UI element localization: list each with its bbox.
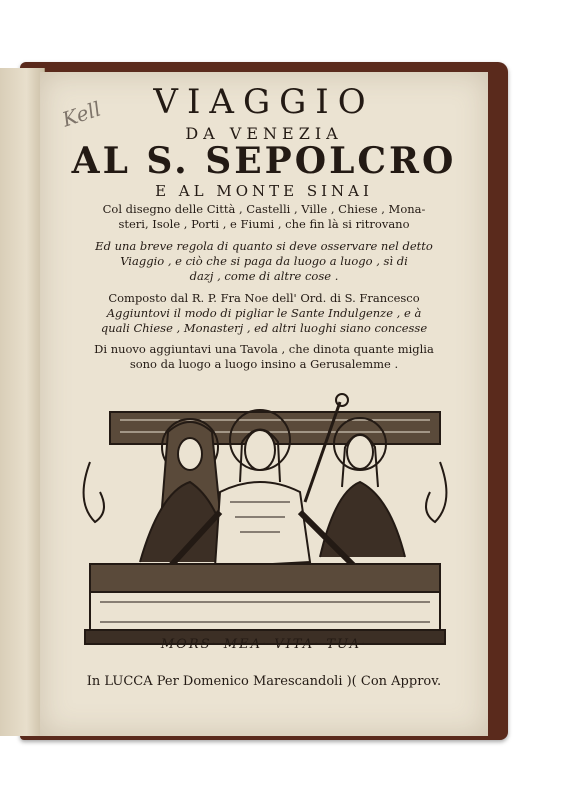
- addition-line-1: Di nuovo aggiuntavi una Tavola , che dinota quante miglia: [94, 342, 434, 356]
- imprint-line: In LUCCA Per Domenico Marescandoli )( Con Approv.: [86, 674, 442, 689]
- subtitle-line-2: steri, Isole , Porti , e Fiumi , che fin là si ritrovano: [118, 217, 410, 231]
- handwritten-annotation: Kell: [59, 96, 104, 132]
- italic-line-2: Viaggio , e ciò che si paga da luogo a luogo , sì di: [120, 254, 408, 268]
- title-line-1: VIAGGIO: [153, 82, 375, 122]
- title-page: [40, 72, 488, 736]
- italic-line-5: quali Chiese , Monasterj , ed altri luoghi siano concesse: [100, 321, 428, 335]
- italic-line-1: Ed una breve regola di quanto si deve osservare nel detto: [95, 239, 433, 253]
- title-line-4: E AL MONTE SINAI: [155, 182, 373, 200]
- left-page-edge: [0, 68, 45, 736]
- italic-line-4: Aggiuntovi il modo di pigliar le Sante Indulgenze , e à: [106, 306, 422, 320]
- title-line-3: AL S. SEPOLCRO: [71, 140, 457, 182]
- italic-line-3: dazj , come di altre cose .: [189, 269, 339, 283]
- woodcut-motto: MORS· MEA· VITA· TUA·: [160, 637, 368, 652]
- addition-line-2: sono da luogo a luogo insino a Gerusalemme .: [129, 357, 399, 371]
- author-line: Composto dal R. P. Fra Noe dell' Ord. di S. Francesco: [108, 291, 420, 305]
- subtitle-line-1: Col disegno delle Città , Castelli , Ville , Chiese , Mona-: [102, 202, 426, 216]
- title-line-2: DA VENEZIA: [185, 124, 343, 143]
- woodcut-illustration: [70, 392, 460, 657]
- book: [0, 62, 510, 742]
